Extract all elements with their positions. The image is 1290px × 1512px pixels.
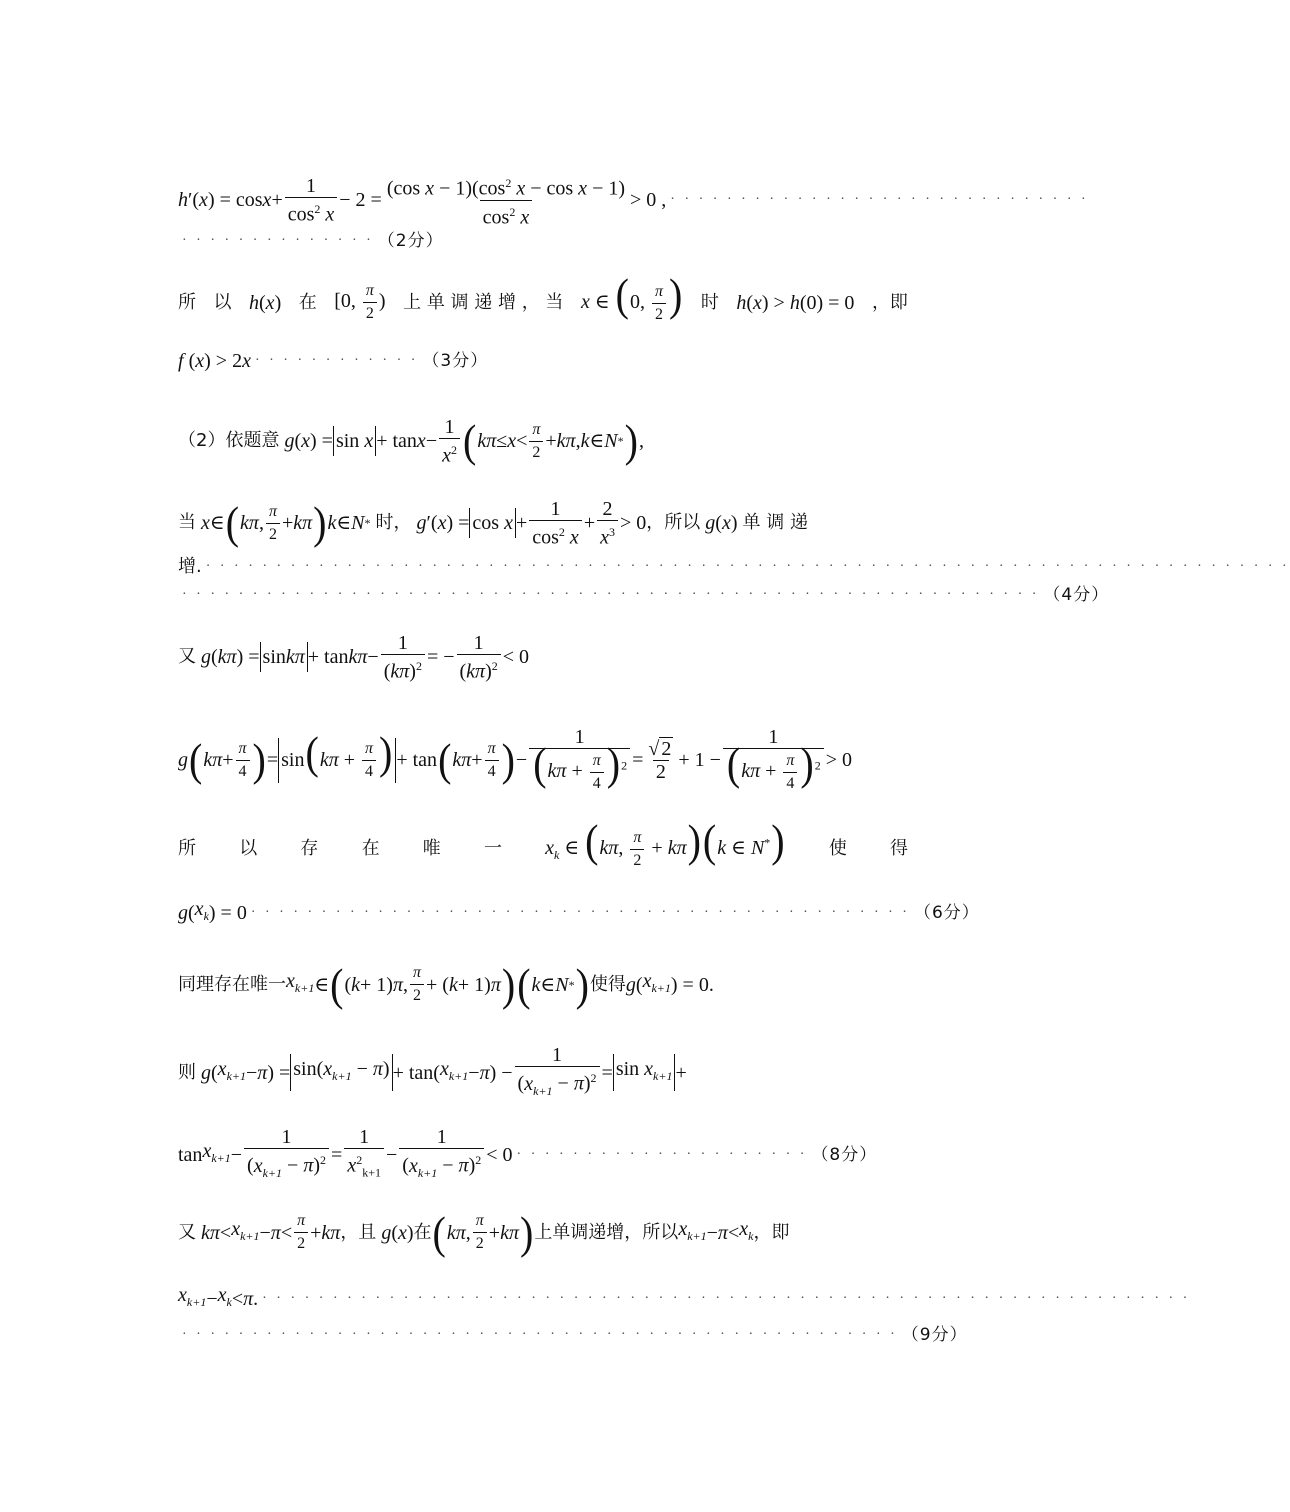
- g-shift-line: 则 g ( $x_{k+1}$ − π ) = $\sin(x_{k+1} - \pi)$ + tan( $x_{k+1}$ − π ) − $\frac{1}{(x_{k+1} - \pi)^2}$ = $\sin x_{k+1}$ +: [178, 1044, 908, 1102]
- score-mark-9: （9分）: [901, 1325, 968, 1345]
- score-mark-2: （2分）: [377, 231, 444, 251]
- increase-line: 增. · · · · · · · · · · · · · · · · · · · · · · · · · · · · · · · · · · · · · · · · · · · · · · · · · · · · · · · · · · · · · · · · · · · · · · · · · · · · ·: [178, 556, 1290, 577]
- score-line-9: · · · · · · · · · · · · · · · · · · · · · · · · · · · · · · · · · · · · · · · · · · · · · · · · · · · （9分）: [178, 1320, 908, 1350]
- bound-line: 又 kπ < $x_{k+1}$ − π < $\frac{\pi}{2}$ + kπ ，且 g ( x ) 在 ( kπ , $\frac{\pi}{2}$ + kπ ) 上单调递增，所以 $x_{k+1}$ − π < $x_k$ ，即: [178, 1206, 790, 1258]
- score-mark-3: （3分）: [422, 351, 489, 371]
- f-result-line: f ( x ) > 2 x · · · · · · · · · · · · （3分）: [178, 346, 908, 376]
- g-kpi-line: 又 g ( kπ ) = sinkπ + tan kπ − $\frac{1}{(k\pi)^2}$ = − $\frac{1}{(k\pi)^2}$ < 0: [178, 632, 530, 683]
- score-line-1: · · · · · · · · · · · · · · （2分）: [178, 226, 908, 256]
- unique-xk1-line: 同理存在唯一 $x_{k+1}$ ∈ ( ( k + 1) π , $\frac{\pi}{2}$ + ( k + 1) π ) ( k ∈ N * ) 使得 g ( $x_{k+1}$ ) = 0.: [178, 958, 714, 1010]
- g-kpi-quarter-line: g ( kπ + $\frac{\pi}{4}$ ) = sin(kπ + $\frac{\pi}{4}$ ) + tan ( kπ + $\frac{\pi}{4}$ ) − 1 (kπ + $\frac{\pi}{4}$ )$^2$ = $\frac{√ 2}{2}$ + 1 − 1 (kπ + $\frac{\pi}{4}$ )$^2$ > 0: [178, 726, 908, 795]
- unique-xk-line: 所 以 存 在 唯 一 $x_k$ ∈ (kπ, $\frac{\pi}{2}$ + kπ)(k ∈ N*) 使 得: [178, 826, 908, 872]
- score-line-4: · · · · · · · · · · · · · · · · · · · · · · · · · · · · · · · · · · · · · · · · · · · · · · · · · · · · · · · · · · · · · （4分）: [178, 580, 908, 610]
- score-mark-8: （8分）: [811, 1144, 878, 1165]
- g-xk-line: g ( $x_k$ ) = 0 · · · · · · · · · · · · · · · · · · · · · · · · · · · · · · · · · · · · · · · · · · · · · · · （6分）: [178, 894, 908, 931]
- tan-line: tan $x_{k+1}$ − $\frac{1}{(x_{k+1} - \pi)^2}$ = $\frac{1}{x^2_{k+1}}$ − $\frac{1}{(x_{k+1} - \pi)^2}$ < 0 · · · · · · · · · · · · · · · · · · · · · （8分）: [178, 1126, 908, 1184]
- final-line: $x_{k+1}$ − $x_k$ < π . · · · · · · · · · · · · · · · · · · · · · · · · · · · · · · · · · · · · · · · · · · · · · · · · · · · · · · · · · · · · · · · · · ·: [178, 1284, 1191, 1310]
- g-definition-line: （2）依题意 g ( x ) = sin x + tan x − $\frac{1}{x^2}$ ( kπ ≤ x < $\frac{\pi}{2}$ + kπ , k ∈ N * ) ,: [178, 414, 644, 467]
- monotonic-h-line: 所 以 h(x) 在 [0, $\frac{\pi}{2}$ ) 上 单 调 递 增 ， 当 x ∈ (0, $\frac{\pi}{2}$ ) 时 h(x) > h(0) = 0 ，即: [178, 280, 908, 326]
- equation-h-prime: h ′( x ) = cos x + $\frac{1}{\cos^2 x}$ − 2 = $\frac{(\cos x - 1)(\cos^2 x - \cos x - 1)}{\cos^2 x}$ > 0 , · · · · · · · · · · · · · · · · · · · · · · · · · · · · · ·: [178, 174, 1089, 229]
- score-mark-6: （6分）: [913, 902, 980, 923]
- score-mark-4: （4分）: [1043, 585, 1110, 605]
- g-prime-line: 当 x ∈ ( kπ , $\frac{\pi}{2}$ + kπ ) k ∈ N * 时， g ′( x ) = cos x + $\frac{1}{\cos^2 x}$ + $\frac{2}{x^3}$ > 0 ，所以 g ( x ) 单 调 递: [178, 496, 808, 549]
